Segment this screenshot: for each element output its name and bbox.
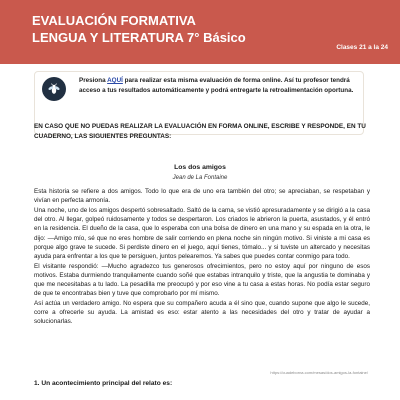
title-line-1: EVALUACIÓN FORMATIVA [32, 13, 196, 28]
notice-text-before: Presiona [79, 77, 108, 84]
header-banner [0, 0, 400, 64]
title-line-2: LENGUA Y LITERATURA 7° Básico [32, 30, 246, 45]
source-url: https://cuadeborna.com/mesas/dos-amigos-la-fontaine/ [270, 370, 368, 375]
story-title: Los dos amigos [174, 164, 226, 171]
instruction-text: EN CASO QUE NO PUEDAS REALIZAR LA EVALUACIÓN EN FORMA ONLINE, ESCRIBE Y RESPONDE, EN TU CUADERNO, LAS SIGUIENTES PREGUNTAS: [34, 123, 366, 140]
story-paragraph: El visitante respondió: —Mucho agradezco tus generosos ofrecimientos, pero no estoy aquí por ninguno de esos motivos. Estaba durmiendo tranquilamente cuando soñé que estabas intranquilo y triste, que la angustia te dominaba y que me necesitabas a tu lado. La pesadilla me preocupó y por eso vine a tu casa a estas horas. No podía estar seguro de que te encontrabas bien y tuve que comprobarlo por mí mismo. [34, 262, 370, 298]
story-body [34, 187, 370, 327]
page-title [32, 12, 246, 46]
classes-label: Clases 21 a la 24 [336, 44, 388, 51]
fly-icon [42, 77, 66, 101]
question-1: 1. Un acontecimiento principal del relato es: [34, 380, 173, 387]
story-paragraph: Una noche, uno de los amigos despertó sobresaltado. Saltó de la cama, se vistió apresuradamente y se dirigió a la casa del otro. Al llegar, golpeó ruidosamente y todos se despertaron. Los criados le abrieron la puerta, asustados, y él entró en la residencia. El dueño de la casa, que lo esperaba con una bolsa de dinero en una mano y su espada en la otra, le dijo: —Amigo mío, sé que no eres hombre de salir corriendo en plena noche sin ningún motivo. Si viniste a mi casa es porque algo grave te sucede. Si perdiste dinero en el juego, aquí tienes, tómalo... y si tuviste un altercado y necesitas ayuda para enfrentar a los que te persiguen, juntos pelearemos. Ya sabes que puedes contar conmigo para todo. [34, 206, 370, 260]
online-evaluation-link[interactable]: AQUÍ [107, 77, 123, 84]
story-author: Jean de La Fontaine [172, 175, 228, 181]
story-paragraph: Esta historia se refiere a dos amigos. Todo lo que era de uno era también del otro; se apreciaban, se respetaban y vivían en perfecta armonía. [34, 188, 370, 205]
story-paragraph: Así actúa un verdadero amigo. No espera que su compañero acuda a él sino que, cuando supone que algo le sucede, corre a ofrecerle su ayuda. La amistad es eso: estar atento a las necesidades del otro y tratar de ayudar a solucionarlas. [34, 299, 370, 326]
notice-text-after: para realizar esta misma evaluación de forma online. Así tu profesor tendrá acceso a tus resultados automáticamente y podrá entregarte la retroalimentación oportuna. [79, 77, 354, 94]
notice-text [79, 76, 361, 96]
